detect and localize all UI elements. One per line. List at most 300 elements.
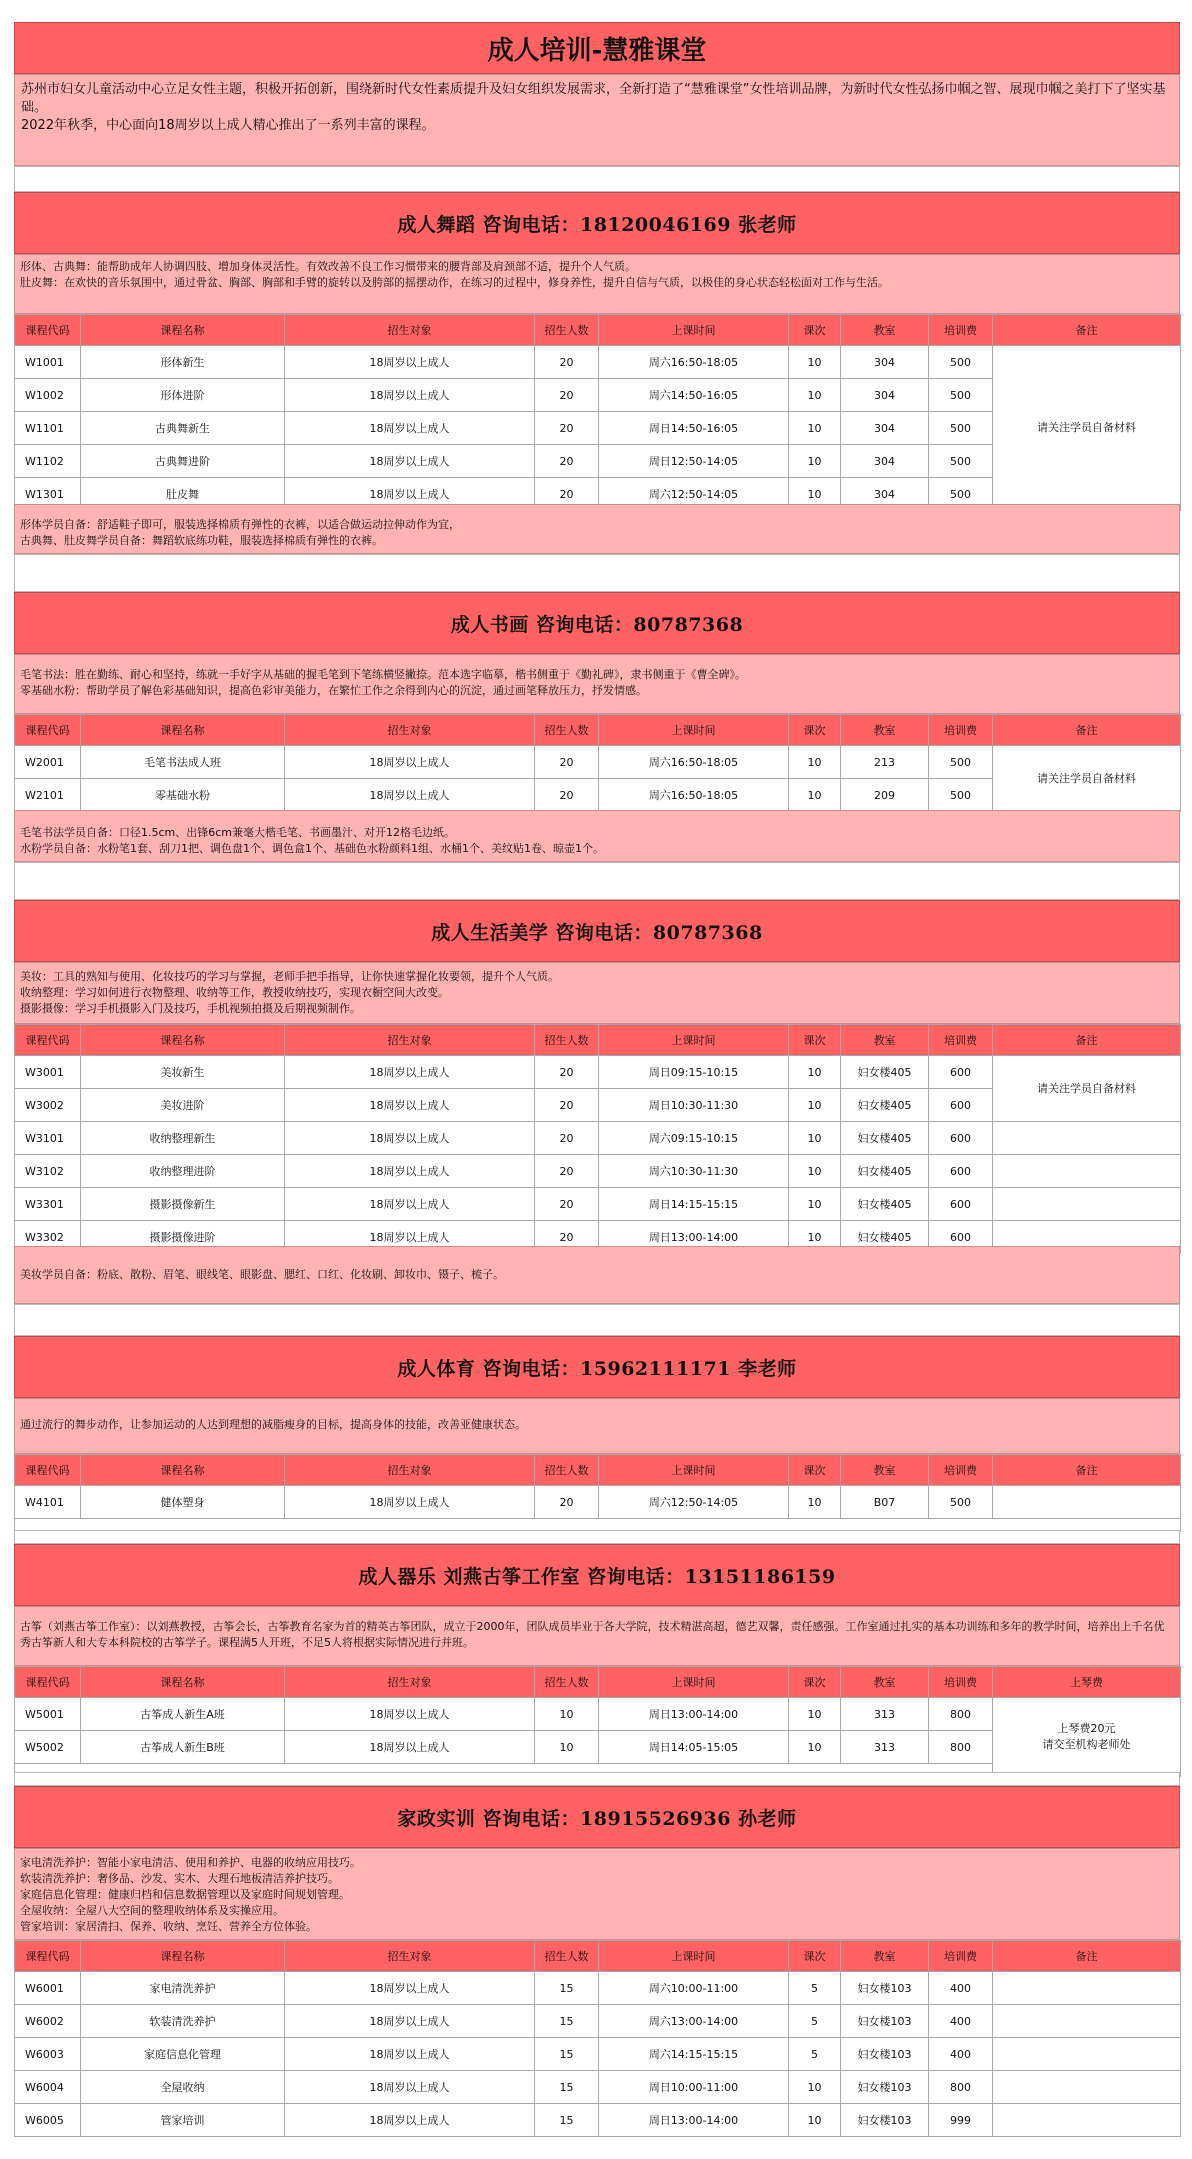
cell-code: W6004 (15, 2071, 81, 2104)
course-table-lifestyle (14, 1024, 1181, 1254)
cell-quota: 20 (535, 1486, 599, 1519)
header-fee: 培训费 (929, 1667, 993, 1698)
header-sessions: 课次 (789, 1667, 841, 1698)
header-target: 招生对象 (285, 1025, 535, 1056)
cell-fee: 400 (929, 2038, 993, 2071)
cell-code: W3301 (15, 1188, 81, 1221)
cell-code: W6005 (15, 2104, 81, 2137)
cell-note-empty (993, 2071, 1181, 2104)
cell-fee: 400 (929, 1972, 993, 2005)
cell-note-empty (993, 2104, 1181, 2137)
desc-line: 肚皮舞：在欢快的音乐氛围中，通过骨盆、胸部、胸部和手臂的旋转以及胯部的摇摆动作，在练习的过程中，修身养性，提升自信与气质，以极佳的身心状态轻松面对工作与生活。 (20, 276, 889, 289)
cell-code: W5001 (15, 1698, 81, 1731)
cell-time: 周六12:50-14:05 (599, 1486, 789, 1519)
cell-time: 周日10:00-11:00 (599, 2071, 789, 2104)
cell-sessions: 10 (789, 346, 841, 379)
cell-room: 304 (841, 412, 929, 445)
course-table-housekeeping (14, 1940, 1181, 2137)
header-room: 教室 (841, 1025, 929, 1056)
cell-target: 18周岁以上成人 (285, 1698, 535, 1731)
cell-time: 周六14:50-16:05 (599, 379, 789, 412)
cell-fee: 600 (929, 1221, 993, 1254)
header-target: 招生对象 (285, 1667, 535, 1698)
cell-note-empty (993, 1486, 1181, 1519)
table-header-row (15, 1025, 1181, 1056)
cell-code: W1102 (15, 445, 81, 478)
cell-code: W3002 (15, 1089, 81, 1122)
cell-target: 18周岁以上成人 (285, 445, 535, 478)
cell-quota: 10 (535, 1698, 599, 1731)
cell-target: 18周岁以上成人 (285, 478, 535, 511)
cell-target: 18周岁以上成人 (285, 379, 535, 412)
cell-code: W2001 (15, 746, 81, 779)
cell-sessions: 10 (789, 2071, 841, 2104)
cell-name: 家电清洗养护 (81, 1972, 285, 2005)
cell-sessions: 10 (789, 1698, 841, 1731)
cell-name: 古典舞新生 (81, 412, 285, 445)
cell-fee: 600 (929, 1188, 993, 1221)
spacer-row (14, 1304, 1180, 1336)
cell-room: 妇女楼103 (841, 2104, 929, 2137)
cell-name: 毛笔书法成人班 (81, 746, 285, 779)
header-name: 课程名称 (81, 1025, 285, 1056)
cell-fee: 400 (929, 2005, 993, 2038)
cell-target: 18周岁以上成人 (285, 1155, 535, 1188)
cell-quota: 15 (535, 2071, 599, 2104)
cell-quota: 15 (535, 2005, 599, 2038)
note-line: 上琴费20元 (1057, 1722, 1116, 1735)
cell-name: 肚皮舞 (81, 478, 285, 511)
cell-room: 妇女楼405 (841, 1056, 929, 1089)
spacer-row (14, 862, 1180, 900)
cell-fee: 600 (929, 1089, 993, 1122)
header-target: 招生对象 (285, 715, 535, 746)
table-header-row (15, 1667, 1181, 1698)
materials-line: 美妆学员自备：粉底、散粉、眉笔、眼线笔、眼影盘、腮红、口红、化妆刷、卸妆巾、镊子、梳子。 (20, 1268, 504, 1281)
header-sessions: 课次 (789, 715, 841, 746)
cell-name: 美妆新生 (81, 1056, 285, 1089)
cell-quota: 20 (535, 1155, 599, 1188)
cell-fee: 500 (929, 379, 993, 412)
cell-target: 18周岁以上成人 (285, 2071, 535, 2104)
cell-quota: 20 (535, 478, 599, 511)
cell-time: 周六10:30-11:30 (599, 1155, 789, 1188)
cell-note (993, 1698, 1181, 1777)
cell-note-empty (993, 2005, 1181, 2038)
cell-time: 周日13:00-14:00 (599, 1221, 789, 1254)
cell-sessions: 10 (789, 445, 841, 478)
cell-quota: 20 (535, 746, 599, 779)
cell-target: 18周岁以上成人 (285, 1188, 535, 1221)
cell-fee: 500 (929, 346, 993, 379)
desc-line: 收纳整理：学习如何进行衣物整理、收纳等工作，教授收纳技巧，实现衣橱空间大改变。 (20, 986, 449, 999)
desc-line: 全屋收纳：全屋八大空间的整理收纳体系及实操应用。 (20, 1904, 284, 1917)
cell-target: 18周岁以上成人 (285, 346, 535, 379)
header-quota: 招生人数 (535, 1455, 599, 1486)
header-time: 上课时间 (599, 1941, 789, 1972)
header-room: 教室 (841, 1667, 929, 1698)
cell-target: 18周岁以上成人 (285, 2038, 535, 2071)
cell-name: 收纳整理进阶 (81, 1155, 285, 1188)
cell-time: 周日14:05-15:05 (599, 1731, 789, 1764)
header-note: 备注 (993, 715, 1181, 746)
cell-quota: 15 (535, 1972, 599, 2005)
table-row (15, 2071, 1181, 2104)
cell-fee: 600 (929, 1155, 993, 1188)
cell-code: W6002 (15, 2005, 81, 2038)
section-desc-lifestyle (14, 962, 1180, 1024)
cell-time: 周日13:00-14:00 (599, 1698, 789, 1731)
cell-name: 健体塑身 (81, 1486, 285, 1519)
materials-lifestyle (14, 1246, 1180, 1304)
cell-name: 家庭信息化管理 (81, 2038, 285, 2071)
cell-sessions: 10 (789, 746, 841, 779)
cell-quota: 20 (535, 379, 599, 412)
section-desc-instruments (14, 1606, 1180, 1666)
header-name: 课程名称 (81, 1455, 285, 1486)
cell-room: 304 (841, 346, 929, 379)
cell-time: 周日14:50-16:05 (599, 412, 789, 445)
cell-time: 周日10:30-11:30 (599, 1089, 789, 1122)
header-sessions: 课次 (789, 1941, 841, 1972)
cell-note-empty (993, 1122, 1181, 1155)
course-table-calligraphy (14, 714, 1181, 812)
cell-time: 周六16:50-18:05 (599, 779, 789, 812)
note-line: 请交至机构老师处 (1042, 1738, 1131, 1751)
desc-line: 家电清洗养护：智能小家电清洁、使用和养护、电器的收纳应用技巧。 (20, 1856, 361, 1869)
header-fee: 培训费 (929, 1025, 993, 1056)
cell-code: W6003 (15, 2038, 81, 2071)
cell-name: 管家培训 (81, 2104, 285, 2137)
header-room: 教室 (841, 715, 929, 746)
intro-block (14, 74, 1180, 166)
cell-sessions: 10 (789, 1188, 841, 1221)
cell-name: 形体进阶 (81, 379, 285, 412)
cell-target: 18周岁以上成人 (285, 779, 535, 812)
spacer-row (14, 1530, 1180, 1544)
cell-quota: 20 (535, 445, 599, 478)
cell-name: 全屋收纳 (81, 2071, 285, 2104)
cell-name: 摄影摄像进阶 (81, 1221, 285, 1254)
cell-note: 请关注学员自备材料 (993, 346, 1181, 511)
cell-code: W3101 (15, 1122, 81, 1155)
cell-name: 收纳整理新生 (81, 1122, 285, 1155)
cell-code: W3102 (15, 1155, 81, 1188)
table-row (15, 1698, 1181, 1731)
cell-room: 313 (841, 1698, 929, 1731)
desc-line: 零基础水粉：帮助学员了解色彩基础知识，提高色彩审美能力，在繁忙工作之余得到内心的沉淀，通过画笔释放压力，抒发情感。 (20, 684, 647, 697)
cell-quota: 20 (535, 1188, 599, 1221)
section-desc-sports (14, 1398, 1180, 1454)
header-target: 招生对象 (285, 1941, 535, 1972)
desc-line: 形体、古典舞：能帮助成年人协调四肢、增加身体灵活性。有效改善不良工作习惯带来的腰背部及肩颈部不适，提升个人气质。 (20, 260, 636, 273)
section-desc-dance (14, 254, 1180, 314)
cell-sessions: 10 (789, 478, 841, 511)
cell-room: 304 (841, 478, 929, 511)
cell-name: 古筝成人新生A班 (81, 1698, 285, 1731)
cell-note-empty (993, 1155, 1181, 1188)
cell-room: 妇女楼405 (841, 1122, 929, 1155)
cell-target: 18周岁以上成人 (285, 1089, 535, 1122)
cell-time: 周六16:50-18:05 (599, 746, 789, 779)
cell-quota: 10 (535, 1731, 599, 1764)
materials-line: 古典舞、肚皮舞学员自备：舞蹈软底练功鞋，服装选择棉质有弹性的衣裤。 (20, 534, 383, 547)
cell-sessions: 10 (789, 412, 841, 445)
cell-sessions: 10 (789, 1486, 841, 1519)
section-title-dance: 成人舞蹈 咨询电话：18120046169 张老师 (14, 192, 1180, 254)
materials-line: 水粉学员自备：水粉笔1套、刮刀1把、调色盘1个、调色盒1个、基础色水粉颜料1组、水桶1个、美纹贴1卷、晾壶1个。 (20, 842, 604, 855)
cell-target: 18周岁以上成人 (285, 1056, 535, 1089)
section-title-lifestyle: 成人生活美学 咨询电话：80787368 (14, 900, 1180, 962)
header-fee: 培训费 (929, 1455, 993, 1486)
cell-room: 313 (841, 1731, 929, 1764)
cell-sessions: 5 (789, 2005, 841, 2038)
cell-room: 妇女楼405 (841, 1188, 929, 1221)
header-note: 备注 (993, 1941, 1181, 1972)
cell-time: 周六16:50-18:05 (599, 346, 789, 379)
cell-quota: 20 (535, 346, 599, 379)
cell-sessions: 10 (789, 1221, 841, 1254)
cell-room: B07 (841, 1486, 929, 1519)
cell-fee: 500 (929, 412, 993, 445)
header-name: 课程名称 (81, 1667, 285, 1698)
cell-fee: 800 (929, 1698, 993, 1731)
header-name: 课程名称 (81, 315, 285, 346)
cell-code: W4101 (15, 1486, 81, 1519)
cell-target: 18周岁以上成人 (285, 412, 535, 445)
table-header-row (15, 1455, 1181, 1486)
header-fee: 培训费 (929, 715, 993, 746)
header-fee: 培训费 (929, 315, 993, 346)
table-header-row (15, 315, 1181, 346)
cell-note-empty (993, 1188, 1181, 1221)
cell-room: 妇女楼405 (841, 1155, 929, 1188)
header-name: 课程名称 (81, 1941, 285, 1972)
cell-fee: 800 (929, 1731, 993, 1764)
cell-time: 周日13:00-14:00 (599, 2104, 789, 2137)
cell-target: 18周岁以上成人 (285, 1122, 535, 1155)
cell-quota: 15 (535, 2038, 599, 2071)
cell-fee: 600 (929, 1056, 993, 1089)
cell-sessions: 10 (789, 779, 841, 812)
cell-note-empty (993, 1972, 1181, 2005)
header-note: 备注 (993, 1455, 1181, 1486)
header-code: 课程代码 (15, 1941, 81, 1972)
section-desc-housekeeping (14, 1848, 1180, 1940)
header-code: 课程代码 (15, 1667, 81, 1698)
cell-time: 周六10:00-11:00 (599, 1972, 789, 2005)
header-room: 教室 (841, 315, 929, 346)
cell-sessions: 10 (789, 1731, 841, 1764)
desc-line: 家庭信息化管理：健康归档和信息数据管理以及家庭时间规划管理。 (20, 1888, 350, 1901)
cell-name: 古典舞进阶 (81, 445, 285, 478)
header-sessions: 课次 (789, 315, 841, 346)
cell-quota: 20 (535, 1089, 599, 1122)
table-row (15, 1056, 1181, 1089)
cell-name: 零基础水粉 (81, 779, 285, 812)
materials-calligraphy (14, 810, 1180, 862)
desc-line: 古筝（刘燕古筝工作室）：以刘燕教授，古筝会长，古筝教育名家为首的精英古筝团队，成立于2000年，团队成员毕业于各大学院，技术精湛高超，德艺双馨，责任感强。工作室通过扎实的基本功训练和多年的教学时间，培养出上千名优秀古筝新人和大专本科院校的古筝学子。课程满5人开班，不足5人将根据实际情况进行并班。 (20, 1620, 1165, 1649)
cell-sessions: 10 (789, 1155, 841, 1188)
header-time: 上课时间 (599, 1667, 789, 1698)
table-row (15, 1972, 1181, 2005)
cell-note: 请关注学员自备材料 (993, 746, 1181, 812)
cell-name: 古筝成人新生B班 (81, 1731, 285, 1764)
header-target: 招生对象 (285, 315, 535, 346)
desc-line: 通过流行的舞步动作，让参加运动的人达到理想的减脂瘦身的目标，提高身体的技能，改善亚健康状态。 (20, 1418, 526, 1431)
cell-time: 周六13:00-14:00 (599, 2005, 789, 2038)
desc-line: 毛笔书法：胜在勤练、耐心和坚持，练就一手好字从基础的握毛笔到下笔练横竖撇捺。范本选字临摹，楷书侧重于《勤礼碑》，隶书侧重于《曹全碑》。 (20, 668, 746, 681)
cell-code: W1101 (15, 412, 81, 445)
cell-name: 摄影摄像新生 (81, 1188, 285, 1221)
cell-code: W3001 (15, 1056, 81, 1089)
cell-fee: 500 (929, 445, 993, 478)
table-row (15, 2038, 1181, 2071)
cell-room: 213 (841, 746, 929, 779)
cell-code: W2101 (15, 779, 81, 812)
table-row (15, 346, 1181, 379)
cell-code: W6001 (15, 1972, 81, 2005)
header-room: 教室 (841, 1941, 929, 1972)
header-quota: 招生人数 (535, 715, 599, 746)
desc-line: 美妆：工具的熟知与使用、化妆技巧的学习与掌握，老师手把手指导，让你快速掌握化妆要领，提升个人气质。 (20, 970, 559, 983)
cell-room: 妇女楼405 (841, 1089, 929, 1122)
header-code: 课程代码 (15, 715, 81, 746)
cell-room: 304 (841, 445, 929, 478)
header-code: 课程代码 (15, 1025, 81, 1056)
intro-line: 苏州市妇女儿童活动中心立足女性主题，积极开拓创新，围绕新时代女性素质提升及妇女组织发展需求，全新打造了“慧雅课堂”女性培训品牌，为新时代女性弘扬巾帼之智、展现巾帼之美打下了坚实基础。 (21, 82, 1166, 115)
cell-sessions: 10 (789, 1056, 841, 1089)
cell-quota: 20 (535, 1056, 599, 1089)
cell-target: 18周岁以上成人 (285, 2104, 535, 2137)
cell-name: 美妆进阶 (81, 1089, 285, 1122)
cell-sessions: 10 (789, 2104, 841, 2137)
section-title-calligraphy: 成人书画 咨询电话：80787368 (14, 592, 1180, 654)
cell-room: 209 (841, 779, 929, 812)
cell-target: 18周岁以上成人 (285, 2005, 535, 2038)
cell-fee: 500 (929, 779, 993, 812)
cell-name: 软装清洗养护 (81, 2005, 285, 2038)
cell-note: 请关注学员自备材料 (993, 1056, 1181, 1122)
cell-room: 妇女楼103 (841, 2005, 929, 2038)
cell-room: 304 (841, 379, 929, 412)
cell-target: 18周岁以上成人 (285, 1221, 535, 1254)
table-row (15, 1486, 1181, 1519)
cell-fee: 500 (929, 1486, 993, 1519)
header-time: 上课时间 (599, 315, 789, 346)
cell-room: 妇女楼103 (841, 2071, 929, 2104)
cell-quota: 20 (535, 412, 599, 445)
cell-fee: 600 (929, 1122, 993, 1155)
cell-sessions: 10 (789, 1089, 841, 1122)
course-table-sports (14, 1454, 1181, 1532)
course-table-instruments (14, 1666, 1181, 1777)
section-title-instruments: 成人器乐 刘燕古筝工作室 咨询电话：13151186159 (14, 1544, 1180, 1606)
header-name: 课程名称 (81, 715, 285, 746)
header-time: 上课时间 (599, 715, 789, 746)
cell-time: 周日14:15-15:15 (599, 1188, 789, 1221)
cell-quota: 20 (535, 779, 599, 812)
cell-time: 周日09:15-10:15 (599, 1056, 789, 1089)
header-piano-fee: 上琴费 (993, 1667, 1181, 1698)
table-header-row (15, 1941, 1181, 1972)
spacer-row (14, 166, 1180, 192)
header-time: 上课时间 (599, 1455, 789, 1486)
page-title: 成人培训-慧雅课堂 (14, 22, 1180, 74)
table-row (15, 1155, 1181, 1188)
cell-time: 周六14:15-15:15 (599, 2038, 789, 2071)
header-target: 招生对象 (285, 1455, 535, 1486)
header-quota: 招生人数 (535, 315, 599, 346)
cell-code: W1001 (15, 346, 81, 379)
cell-fee: 800 (929, 2071, 993, 2104)
cell-code: W1301 (15, 478, 81, 511)
table-row (15, 746, 1181, 779)
header-time: 上课时间 (599, 1025, 789, 1056)
cell-sessions: 5 (789, 1972, 841, 2005)
materials-line: 毛笔书法学员自备：口径1.5cm、出锋6cm兼毫大楷毛笔、书画墨汁、对开12格毛边纸。 (20, 826, 456, 839)
cell-quota: 20 (535, 1221, 599, 1254)
cell-quota: 20 (535, 1122, 599, 1155)
cell-fee: 500 (929, 746, 993, 779)
table-row (15, 2005, 1181, 2038)
header-note: 备注 (993, 1025, 1181, 1056)
cell-time: 周六12:50-14:05 (599, 478, 789, 511)
cell-name: 形体新生 (81, 346, 285, 379)
table-row (15, 1122, 1181, 1155)
spacer-row (14, 554, 1180, 592)
cell-note-empty (993, 2038, 1181, 2071)
table-header-row (15, 715, 1181, 746)
cell-target: 18周岁以上成人 (285, 1972, 535, 2005)
desc-line: 软装清洗养护：奢侈品、沙发、实木、大理石地板清洁养护技巧。 (20, 1872, 339, 1885)
cell-room: 妇女楼103 (841, 2038, 929, 2071)
intro-line: 2022年秋季，中心面向18周岁以上成人精心推出了一系列丰富的课程。 (21, 118, 435, 133)
cell-fee: 500 (929, 478, 993, 511)
cell-target: 18周岁以上成人 (285, 1731, 535, 1764)
desc-line: 管家培训：家居清扫、保养、收纳、烹饪、营养全方位体验。 (20, 1920, 317, 1933)
cell-code: W1002 (15, 379, 81, 412)
header-quota: 招生人数 (535, 1941, 599, 1972)
spacer-row (14, 1772, 1180, 1786)
cell-sessions: 10 (789, 1122, 841, 1155)
section-desc-calligraphy (14, 654, 1180, 714)
course-table-dance (14, 314, 1181, 511)
header-code: 课程代码 (15, 1455, 81, 1486)
cell-time: 周日12:50-14:05 (599, 445, 789, 478)
header-sessions: 课次 (789, 1025, 841, 1056)
header-note: 备注 (993, 315, 1181, 346)
cell-room: 妇女楼405 (841, 1221, 929, 1254)
cell-fee: 999 (929, 2104, 993, 2137)
header-room: 教室 (841, 1455, 929, 1486)
cell-code: W5002 (15, 1731, 81, 1764)
cell-quota: 15 (535, 2104, 599, 2137)
cell-target: 18周岁以上成人 (285, 746, 535, 779)
header-quota: 招生人数 (535, 1667, 599, 1698)
header-code: 课程代码 (15, 315, 81, 346)
header-quota: 招生人数 (535, 1025, 599, 1056)
table-row (15, 2104, 1181, 2137)
header-sessions: 课次 (789, 1455, 841, 1486)
section-title-sports: 成人体育 咨询电话：15962111171 李老师 (14, 1336, 1180, 1398)
desc-line: 摄影摄像：学习手机摄影入门及技巧，手机视频拍摄及后期视频制作。 (20, 1002, 361, 1015)
cell-sessions: 10 (789, 379, 841, 412)
cell-time: 周六09:15-10:15 (599, 1122, 789, 1155)
section-title-housekeeping: 家政实训 咨询电话：18915526936 孙老师 (14, 1786, 1180, 1848)
cell-target: 18周岁以上成人 (285, 1486, 535, 1519)
cell-code: W3302 (15, 1221, 81, 1254)
